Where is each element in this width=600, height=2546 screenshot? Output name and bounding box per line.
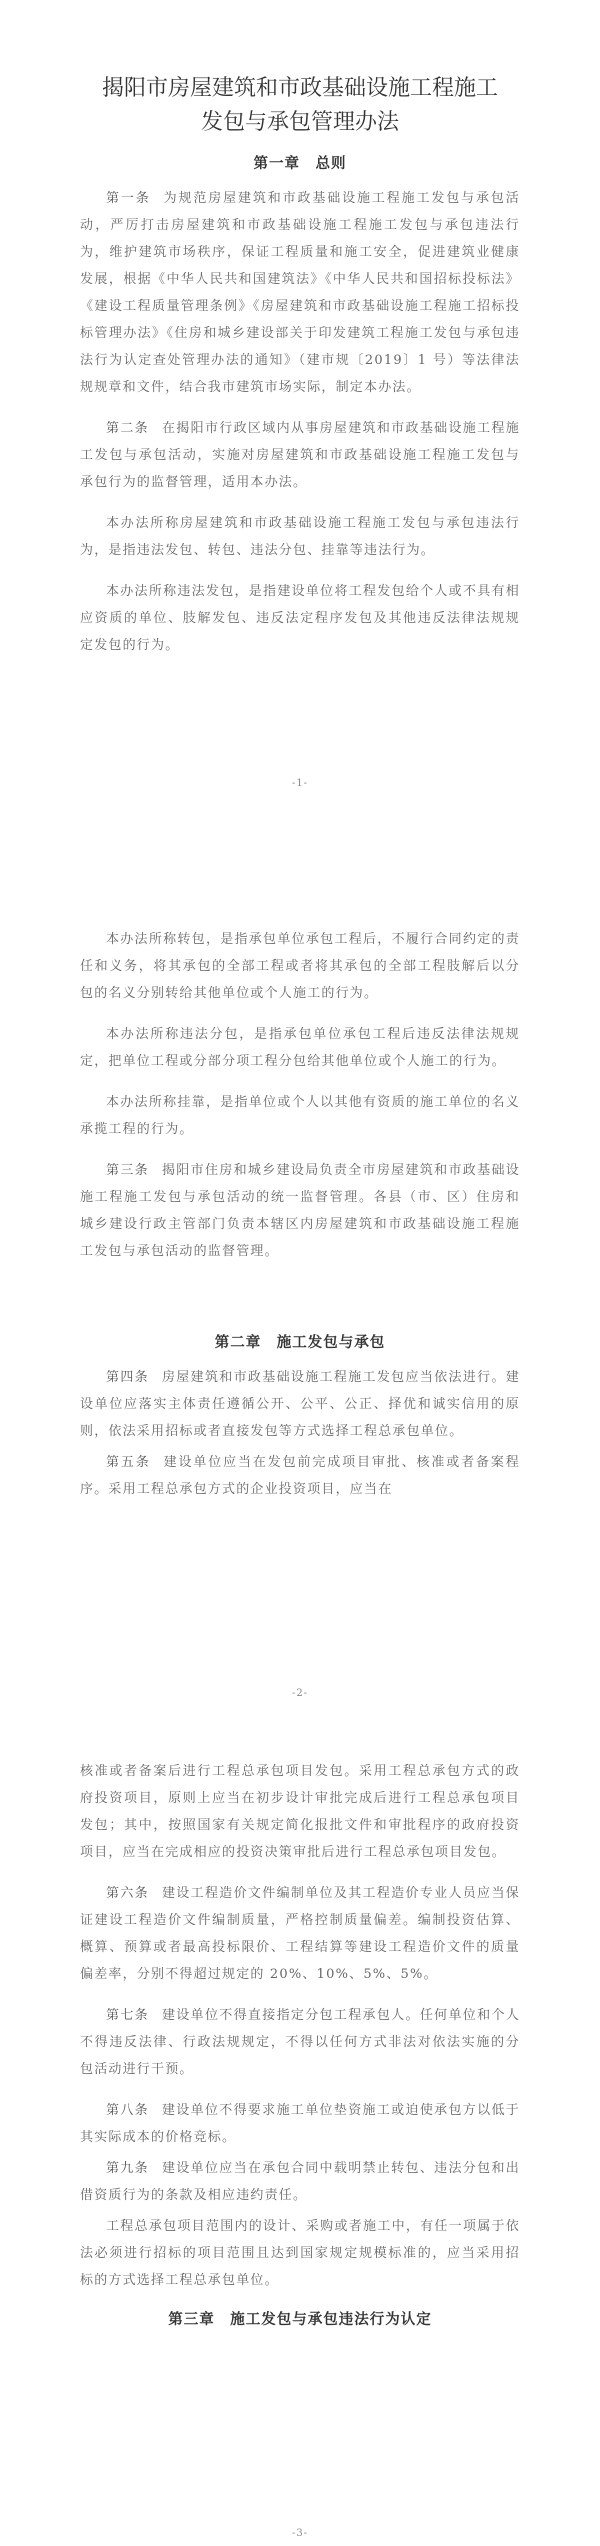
article-1 [80, 185, 520, 401]
article-text: 建设工程造价文件编制单位及其工程造价专业人员应当保证建设工程造价文件编制质量，严格控制质量偏差。编制投资估算、概算、预算或者最高投标限价、工程结算等建设工程造价文件的质量偏差率，分别不得超过规定的 20%、10%、5%、5%。 [80, 1886, 520, 1982]
paragraph: 核准或者备案后进行工程总承包项目发包。采用工程总承包方式的政府投资项目，原则上应当在初步设计审批完成后进行工程总承包项目发包；其中，按照国家有关规定简化报批文件和审批程序的政府投资项目，应当在完成相应的投资决策审批后进行工程总承包项目发包。 [80, 1764, 520, 1860]
article-text: 为规范房屋建筑和市政基础设施工程施工发包与承包活动，严厉打击房屋建筑和市政基础设施工程施工发包与承包违法行为，维护建筑市场秩序，保证工程质量和施工安全，促进建筑业健康发展，根据《中华人民共和国建筑法》《中华人民共和国招标投标法》《建设工程质量管理条例》《房屋建筑和市政基础设施工程施工招标投标管理办法》《住房和城乡建设部关于印发建筑工程施工发包与承包违法行为认定查处管理办法的通知》（建市规〔2019〕1 号）等法律法规规章和文件，结合我市建筑市场实际，制定本办法。 [80, 191, 520, 395]
article-4 [80, 1364, 520, 1445]
article-label: 第三条 [106, 1163, 149, 1178]
article-text: 在揭阳市行政区域内从事房屋建筑和市政基础设施工程施工发包与承包活动，实施对房屋建筑和市政基础设施工程施工发包与承包行为的监督管理，适用本办法。 [80, 421, 520, 490]
article-9 [80, 2155, 520, 2209]
chapter-heading-3: 第三章 施工发包与承包违法行为认定 [168, 2312, 432, 2328]
chapter-heading-1: 第一章 总则 [253, 156, 347, 172]
article-label: 第九条 [106, 2161, 149, 2176]
paragraph: 本办法所称违法发包，是指建设单位将工程发包给个人或不具有相应资质的单位、肢解发包、违反法定程序发包及其他违反法律法规规定发包的行为。 [80, 584, 520, 653]
paragraph: 本办法所称转包，是指承包单位承包工程后，不履行合同约定的责任和义务，将其承包的全部工程或者将其承包的全部工程肢解后以分包的名义分别转给其他单位或个人施工的行为。 [80, 932, 520, 1001]
page-1 [0, 0, 600, 789]
article-label: 第六条 [106, 1886, 149, 1901]
article-text: 建设单位应当在发包前完成项目审批、核准或者备案程序。采用工程总承包方式的企业投资项目，应当在 [80, 1455, 520, 1497]
page-number: -3- [291, 2528, 309, 2539]
article-text: 建设单位不得要求施工单位垫资施工或迫使承包方以低于其实际成本的价格竞标。 [80, 2103, 520, 2145]
article-text: 房屋建筑和市政基础设施工程施工发包应当依法进行。建设单位应落实主体责任遵循公开、公平、公正、择优和诚实信用的原则，依法采用招标或者直接发包等方式选择工程总承包单位。 [80, 1370, 520, 1439]
article-label: 第二条 [106, 421, 149, 436]
page-2 [0, 870, 600, 1699]
paragraph: 工程总承包项目范围内的设计、采购或者施工中，有任一项属于依法必须进行招标的项目范围且达到国家规定规模标准的，应当采用招标的方式选择工程总承包单位。 [80, 2219, 520, 2288]
article-label: 第四条 [106, 1370, 149, 1385]
paragraph: 本办法所称房屋建筑和市政基础设施工程施工发包与承包违法行为，是指违法发包、转包、违法分包、挂靠等违法行为。 [80, 516, 520, 558]
article-3 [80, 1157, 520, 1265]
page-3 [0, 1720, 600, 2539]
article-label: 第一条 [106, 191, 151, 206]
paragraph: 本办法所称违法分包，是指承包单位承包工程后违反法律法规规定，把单位工程或分部分项工程分包给其他单位或个人施工的行为。 [80, 1027, 520, 1069]
document-title [60, 0, 540, 140]
article-text: 建设单位不得直接指定分包工程承包人。任何单位和个人不得违反法律、行政法规规定，不得以任何方式非法对依法实施的分包活动进行干预。 [80, 2008, 520, 2077]
article-8 [80, 2097, 520, 2151]
title-line-1: 揭阳市房屋建筑和市政基础设施工程施工 [101, 76, 498, 101]
article-7 [80, 2002, 520, 2083]
article-label: 第五条 [106, 1455, 151, 1470]
page-number: -2- [291, 1688, 309, 1699]
title-line-2: 发包与承包管理办法 [200, 110, 399, 135]
article-label: 第八条 [106, 2103, 149, 2118]
article-2 [80, 415, 520, 496]
article-text: 揭阳市住房和城乡建设局负责全市房屋建筑和市政基础设施工程施工发包与承包活动的统一监督管理。各县（市、区）住房和城乡建设行政主管部门负责本辖区内房屋建筑和市政基础设施工程施工发包与承包活动的监督管理。 [80, 1163, 520, 1259]
article-5 [80, 1449, 520, 1503]
article-text: 建设单位应当在承包合同中载明禁止转包、违法分包和出借资质行为的条款及相应违约责任。 [80, 2161, 520, 2203]
article-label: 第七条 [106, 2008, 149, 2023]
paragraph: 本办法所称挂靠，是指单位或个人以其他有资质的施工单位的名义承揽工程的行为。 [80, 1095, 520, 1137]
article-6 [80, 1880, 520, 1988]
page-number: -1- [291, 778, 309, 789]
chapter-heading-2: 第二章 施工发包与承包 [214, 1335, 386, 1351]
